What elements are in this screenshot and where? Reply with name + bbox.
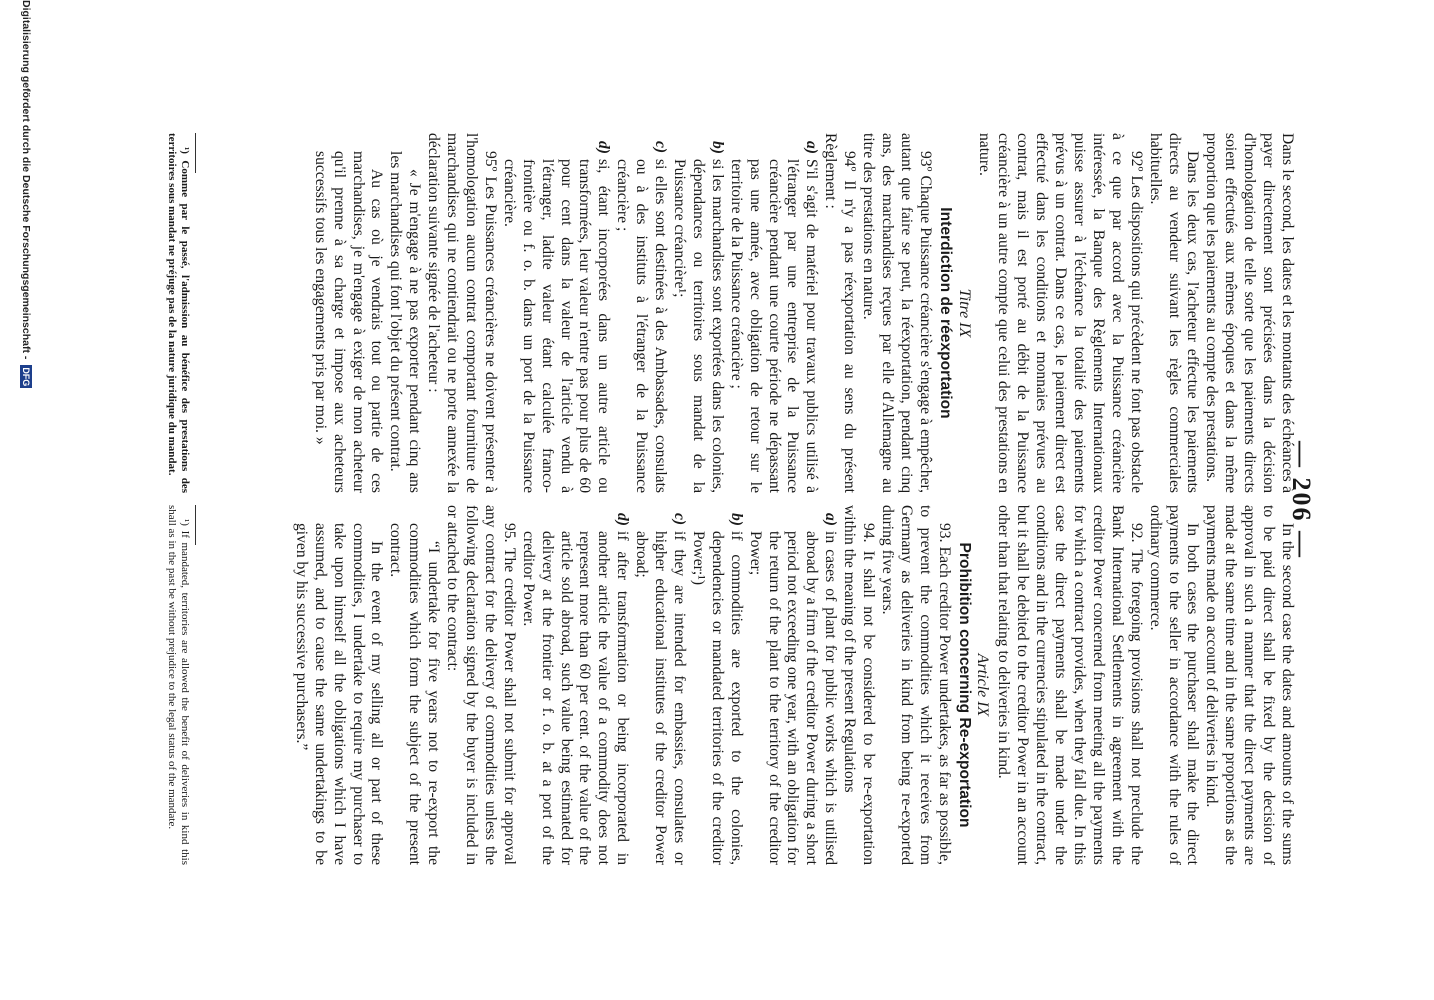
page-number: — 206 —	[1287, 441, 1316, 559]
fr-footnote	[166, 133, 191, 493]
fr-quote-line-2: Au cas où je vendrais tout ou partie de ces marchandises, je m'engage à exiger de mon acheteur qu'il prenne à sa charge et impose aux acheteurs successifs tous les engagements pris par moi. »	[311, 151, 386, 493]
fr-item-b	[669, 133, 726, 493]
fr-paragraph-92: 92º Les dispositions qui précèdent ne font pas obstacle à ce que par accord avec la Puissance créancière intéressée, la Banque des Règlements Internationaux puisse assurer à l'échéance la totalité des paiements prévus à un contrat. Dans ce cas, le paiement direct est effectué dans les conditions et monnaies prévues au contrat, mais il est porté au débit de la Puissance créancière à un autre compte que celui des prestations en nature.	[976, 133, 1145, 493]
en-section-title: Article IX	[974, 653, 992, 717]
en-paragraph-95: 95. The creditor Power shall not submit for approval any contract for the delivery of commodities unless the following declaration signed by the buyer is included in or attached to the contract:	[444, 505, 518, 865]
en-footnote	[166, 505, 191, 865]
en-quote-line-1: “I undertake for five years not to re-export the commodities which form the subject of the present contract.	[387, 523, 443, 865]
fr-item-c-text: si elles sont destinées à des Ambassades, consulats ou à des instituts à l'étranger de la Puissance créancière ;	[614, 159, 670, 493]
en-paragraph-94: 94. It shall not be considered to be re-exportation within the meaning of the present Regulations	[841, 505, 878, 865]
fr-section-subtitle: Interdiction de réexportation	[936, 207, 954, 419]
fr-paragraph-second-case: Dans le second, les dates et les montants des échéances à payer directement sont précisées dans la décision d'homologation de telle sorte que les paiements directs soient effectués aux mêmes époques et dans la même proportion que les paiements au compte des prestations.	[1203, 133, 1296, 493]
en-paragraph-both-cases: In both cases the purchaser shall make the direct payments to the seller in accordance with the rules of ordinary commerce.	[1146, 505, 1202, 865]
digitization-notice	[20, 0, 32, 1000]
english-column	[291, 505, 1296, 865]
fr-item-c	[612, 133, 669, 493]
digitization-notice-text: Digitalisierung gefördert durch die Deutsche Forschungsgemeinschaft -	[20, 0, 32, 360]
en-paragraph-93: 93. Each creditor Power undertakes, as far as possible, to prevent the commodities which it receives from Germany as deliveries in kind from being re-exported during five years.	[878, 505, 953, 865]
en-paragraph-92: 92. The foregoing provisions shall not preclude the Bank International Settlements in agreement with the creditor Power concerned from meeting all the payments for which a contract provides, when they fall due. In this case the direct payments shall be made under the conditions and in the currencies stipulated in the contract, but it shall be debited to the creditor Power in an account other than that relating to deliveries in kind.	[995, 505, 1145, 865]
fr-footnote-text: ¹) Comme par le passé, l'admission au bénéfice des prestations des territoires sous mandat ne préjuge pas de la nature juridique du mandat.	[166, 133, 191, 493]
fr-item-c-marker: c)	[652, 141, 670, 154]
fr-paragraph-93: 93º Chaque Puissance créancière s'engage à empêcher, autant que faire se peut, la réexportation, pendant cinq ans, des marchandises reçues par elle d'Allemagne au titre des prestations en nature.	[860, 133, 934, 493]
en-item-b-text: if commodities are exported to the colonies, dependencies or mandated territories of the creditor Power;¹)	[689, 531, 745, 865]
fr-item-d	[499, 133, 612, 493]
en-item-d	[518, 505, 631, 865]
en-item-a-marker: a)	[822, 513, 840, 526]
en-quote-line-2: In the event of my selling all or part of these commodities, I undertake to require my purchaser to take upon himself all the obligations which I have assumed, and to cause the same undertakings to be given by his successive purchasers.”	[292, 523, 386, 865]
en-item-c-marker: c)	[671, 513, 688, 526]
fr-item-d-marker: d)	[595, 141, 613, 154]
fr-quote-line-1: « Je m'engage à ne pas exporter pendant cinq ans les marchandises qui font l'objet du présent contrat.	[387, 151, 424, 493]
en-declaration-quote	[291, 505, 442, 865]
fr-paragraph-both-cases: Dans les deux cas, l'acheteur effectue les paiements directs au vendeur suivant les règles commerciales habituelles.	[1146, 133, 1202, 493]
en-footnote-rule	[195, 505, 196, 545]
fr-declaration-quote	[310, 133, 423, 493]
fr-footnote-rule	[195, 133, 196, 173]
en-item-b	[688, 505, 745, 865]
dfg-logo: DFG	[20, 367, 31, 387]
french-column	[310, 133, 1296, 493]
fr-paragraph-94: 94º Il n'y a pas réexportation au sens du présent Règlement :	[822, 133, 859, 493]
en-paragraph-second-case: In the second case the dates and amounts of the sums to be paid direct shall be fixed by the decision of approval in such a manner that the direct payments are made at the same time and in the same proportions as the payments made on account of deliveries in kind.	[1203, 505, 1296, 865]
fr-item-a-text: S'il s'agit de matériel pour travaux publics utilisé à l'étranger par une entreprise de la Puissance créancière pendant une courte période ne dépassant pas une année, avec obligation de retour sur le territoire de la Puissance créancière ;	[727, 159, 821, 493]
fr-item-b-marker: b)	[708, 141, 726, 154]
fr-item-a-marker: a)	[803, 141, 821, 154]
en-section-subtitle: Prohibition concerning Re-exportation	[955, 542, 973, 828]
en-item-c-text: if they are intended for embassies, consulates or higher educational institutes of the creditor Power abroad;	[633, 531, 688, 865]
fr-section-title: Titre IX	[955, 288, 973, 338]
en-item-d-text: if after transformation or being incorporated in another article the value of a commodity does not represent more than 60 per cent. of the value of the article sold abroad, such value being estimated for delivery at the frontier or f. o. b. at a port of the creditor Power.	[519, 531, 632, 865]
en-item-b-marker: b)	[727, 513, 745, 526]
fr-item-b-text: si les marchandises sont exportées dans les colonies, dépendances ou territoires sous mandat de la Puissance créancière¹;	[671, 159, 726, 493]
fr-paragraph-95: 95º Les Puissances créancières ne doivent présenter à l'homologation aucun contrat comportant fourniture de marchandises qui ne contiendrait ou ne porte annexée la déclaration suivante signée de l'acheteur :	[425, 133, 499, 493]
fr-item-a	[726, 133, 821, 493]
en-item-a	[745, 505, 840, 865]
en-footnote-text: ¹) If mandated, territories are allowed the benefit of deliveries in kind this shall as in the past be without prejudice to the legal status of the mandate.	[166, 505, 191, 865]
fr-item-d-text: si, étant incorporées dans un autre article ou transformées, leur valeur n'entre pas pour plus de 60 pour cent dans la valeur de l'article vendu à l'étranger, ladite valeur étant calculée franco-frontière ou f. o. b. dans un port de la Puissance créancière.	[500, 159, 613, 493]
en-item-c	[631, 505, 688, 865]
en-item-a-text: in cases of plant for public works which is utilised abroad by a firm of the creditor Power during a short period not exceeding one year, with an obligation for the return of the plant to the territory of the creditor Power;	[746, 531, 840, 865]
en-item-d-marker: d)	[614, 513, 632, 526]
